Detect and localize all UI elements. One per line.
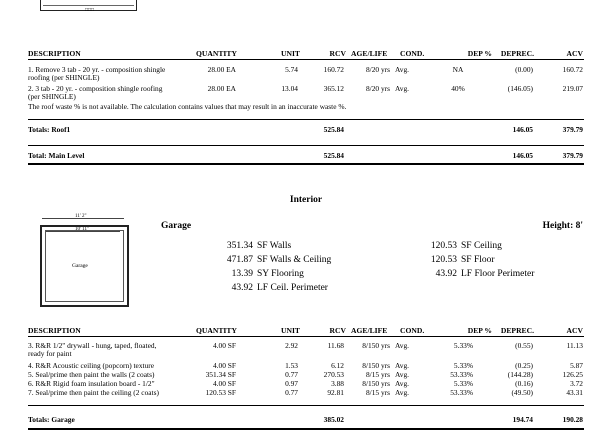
roof-row-2-age: 8/20 yrs bbox=[365, 84, 390, 93]
roof-row-1-desc: 1. Remove 3 tab - 20 yr. - composition shingle bbox=[28, 65, 166, 74]
roof-row-2-acv: 219.07 bbox=[562, 84, 583, 93]
roof-row-1-acv: 160.72 bbox=[562, 65, 583, 74]
garage-row-4-acv: 5.87 bbox=[570, 361, 583, 370]
garage-row-3-desc: 3. R&R 1/2" drywall - hung, taped, floated, bbox=[28, 341, 157, 350]
room-height: Height: 8' bbox=[542, 221, 583, 231]
measure-floor-value: 120.53 bbox=[430, 255, 457, 265]
measure-floor-perimeter-label: LF Floor Perimeter bbox=[461, 269, 535, 279]
main-level-total-rcv: 525.84 bbox=[323, 151, 344, 160]
garage-row-6-unit: 0.97 bbox=[285, 379, 298, 388]
roof-col-dep-pct: DEP % bbox=[467, 49, 492, 58]
garage-row-4-rcv: 6.12 bbox=[331, 361, 344, 370]
garage-row-7-unit: 0.77 bbox=[285, 388, 298, 397]
garage-row-3-desc-cont: ready for paint bbox=[28, 349, 72, 358]
garage-row-7-age: 8/15 yrs bbox=[365, 388, 390, 397]
garage-totals-rule bbox=[28, 405, 584, 406]
roof-col-rcv: RCV bbox=[329, 49, 346, 58]
garage-row-6-dep: 5.33% bbox=[453, 379, 473, 388]
measure-floor-label: SF Floor bbox=[461, 255, 495, 265]
roof-row-2-cond: Avg. bbox=[395, 84, 410, 93]
garage-row-7-acv: 43.31 bbox=[566, 388, 583, 397]
main-level-rule-top bbox=[28, 145, 584, 146]
garage-row-4-deprec: (0.25) bbox=[515, 361, 533, 370]
roof-row-1-desc-cont: roofing (per SHINGLE) bbox=[28, 73, 100, 82]
main-level-total-label: Total: Main Level bbox=[28, 151, 85, 160]
roof-row-2-deprec: (146.05) bbox=[507, 84, 533, 93]
measure-flooring-label: SY Flooring bbox=[257, 269, 304, 279]
garage-row-6-qty: 4.00 SF bbox=[212, 379, 236, 388]
garage-row-3-rcv: 11.68 bbox=[327, 341, 344, 350]
measure-ceiling-label: SF Ceiling bbox=[461, 241, 502, 251]
garage-totals-acv: 190.28 bbox=[562, 415, 583, 424]
room-dim-outer: 11' 2" bbox=[75, 214, 87, 219]
roof-col-cond: COND. bbox=[400, 49, 425, 58]
roof-row-1-age: 8/20 yrs bbox=[365, 65, 390, 74]
garage-col-cond: COND. bbox=[400, 326, 425, 335]
garage-row-3-dep: 5.33% bbox=[453, 341, 473, 350]
garage-row-4-cond: Avg. bbox=[395, 361, 410, 370]
room-name: Garage bbox=[161, 221, 192, 231]
roof-totals-acv: 379.79 bbox=[562, 125, 583, 134]
roof-row-2-desc-cont: (per SHINGLE) bbox=[28, 92, 76, 101]
garage-row-5-deprec: (144.28) bbox=[507, 370, 533, 379]
roof-row-2-rcv: 365.12 bbox=[323, 84, 344, 93]
garage-row-7-desc: 7. Seal/prime then paint the ceiling (2 coats) bbox=[28, 388, 159, 397]
roof-col-quantity: QUANTITY bbox=[196, 49, 237, 58]
garage-totals-deprec: 194.74 bbox=[512, 415, 533, 424]
roof-totals-rule bbox=[28, 119, 584, 120]
roof-row-1-unit: 5.74 bbox=[285, 65, 298, 74]
garage-col-description: DESCRIPTION bbox=[28, 326, 81, 335]
roof-row-1-rcv: 160.72 bbox=[323, 65, 344, 74]
garage-row-7-dep: 53.33% bbox=[450, 388, 473, 397]
garage-row-6-cond: Avg. bbox=[395, 379, 410, 388]
main-level-total-deprec: 146.05 bbox=[512, 151, 533, 160]
roof-totals-label: Totals: Roof1 bbox=[28, 125, 71, 134]
garage-row-4-desc: 4. R&R Acoustic ceiling (popcorn) texture bbox=[28, 361, 155, 370]
garage-col-deprec: DEPREC. bbox=[500, 326, 534, 335]
garage-row-5-cond: Avg. bbox=[395, 370, 410, 379]
garage-row-6-deprec: (0.16) bbox=[515, 379, 533, 388]
garage-col-rcv: RCV bbox=[329, 326, 346, 335]
roof-col-acv: ACV bbox=[566, 49, 583, 58]
roof-col-description: DESCRIPTION bbox=[28, 49, 81, 58]
garage-col-age-life: AGE/LIFE bbox=[351, 326, 388, 335]
garage-col-dep-pct: DEP % bbox=[467, 326, 492, 335]
garage-row-6-acv: 3.72 bbox=[570, 379, 583, 388]
roof-row-2-desc: 2. 3 tab - 20 yr. - composition shingle roofing bbox=[28, 84, 163, 93]
roof-col-unit: UNIT bbox=[281, 49, 300, 58]
measure-ceil-perimeter-value: 43.92 bbox=[231, 283, 253, 293]
measure-walls-ceiling-label: SF Walls & Ceiling bbox=[257, 255, 332, 265]
garage-row-3-qty: 4.00 SF bbox=[212, 341, 236, 350]
garage-row-5-desc: 5. Seal/prime then paint the walls (2 coats) bbox=[28, 370, 155, 379]
garage-row-6-age: 8/150 yrs bbox=[362, 379, 390, 388]
garage-row-3-unit: 2.92 bbox=[285, 341, 298, 350]
garage-row-5-age: 8/15 yrs bbox=[365, 370, 390, 379]
main-level-rule-bottom bbox=[28, 163, 584, 165]
garage-totals-rcv: 385.02 bbox=[323, 415, 344, 424]
garage-row-3-age: 8/150 yrs bbox=[362, 341, 390, 350]
roof-sketch-fragment bbox=[40, 0, 137, 11]
garage-col-acv: ACV bbox=[566, 326, 583, 335]
roof-row-1-dep: NA bbox=[452, 65, 464, 74]
garage-row-4-age: 8/150 yrs bbox=[362, 361, 390, 370]
garage-row-5-dep: 53.33% bbox=[450, 370, 473, 379]
roof-waste-note: The roof waste % is not available. The calculation contains values that may result in an inaccurate waste %. bbox=[28, 102, 347, 111]
roof-totals-rcv: 525.84 bbox=[323, 125, 344, 134]
room-dim-inner: 10' 11" bbox=[75, 227, 90, 232]
garage-row-3-cond: Avg. bbox=[395, 341, 410, 350]
measure-walls-value: 351.34 bbox=[226, 241, 253, 251]
roof-col-age-life: AGE/LIFE bbox=[351, 49, 388, 58]
measure-walls-ceiling-value: 471.87 bbox=[226, 255, 253, 265]
roof-row-2-dep: 40% bbox=[451, 84, 465, 93]
garage-row-4-dep: 5.33% bbox=[453, 361, 473, 370]
measure-ceil-perimeter-label: LF Ceil. Perimeter bbox=[257, 283, 328, 293]
roof-row-1-deprec: (0.00) bbox=[515, 65, 533, 74]
roof-col-deprec: DEPREC. bbox=[500, 49, 534, 58]
garage-row-7-deprec: (49.50) bbox=[511, 388, 533, 397]
garage-row-3-acv: 11.13 bbox=[566, 341, 583, 350]
section-title: Interior bbox=[289, 195, 323, 205]
roof-totals-deprec: 146.05 bbox=[512, 125, 533, 134]
garage-totals-label: Totals: Garage bbox=[28, 415, 75, 424]
garage-row-7-qty: 120.53 SF bbox=[205, 388, 236, 397]
roof-row-1-qty: 28.00 EA bbox=[207, 65, 236, 74]
room-sketch-label: Garage bbox=[72, 263, 88, 269]
measure-flooring-value: 13.39 bbox=[231, 269, 253, 279]
main-level-total-acv: 379.79 bbox=[562, 151, 583, 160]
garage-row-5-unit: 0.77 bbox=[285, 370, 298, 379]
garage-col-unit: UNIT bbox=[281, 326, 300, 335]
garage-totals-rule-bottom bbox=[28, 428, 584, 430]
garage-row-6-rcv: 3.88 bbox=[331, 379, 344, 388]
garage-row-4-qty: 4.00 SF bbox=[212, 361, 236, 370]
garage-row-7-rcv: 92.81 bbox=[327, 388, 344, 397]
measure-floor-perimeter-value: 43.92 bbox=[435, 269, 457, 279]
roof-row-1-cond: Avg. bbox=[395, 65, 410, 74]
measure-ceiling-value: 120.53 bbox=[430, 241, 457, 251]
garage-col-quantity: QUANTITY bbox=[196, 326, 237, 335]
roof-row-2-qty: 28.00 EA bbox=[207, 84, 236, 93]
garage-row-3-deprec: (0.55) bbox=[515, 341, 533, 350]
garage-header-rule bbox=[28, 336, 584, 337]
garage-row-6-desc: 6. R&R Rigid foam insulation board - 1/2" bbox=[28, 379, 155, 388]
garage-row-7-cond: Avg. bbox=[395, 388, 410, 397]
roof-sketch-mark-icon: □□□ bbox=[85, 8, 95, 13]
garage-row-5-acv: 126.25 bbox=[562, 370, 583, 379]
garage-row-5-rcv: 270.53 bbox=[323, 370, 344, 379]
measure-walls-label: SF Walls bbox=[257, 241, 292, 251]
garage-row-5-qty: 351.34 SF bbox=[205, 370, 236, 379]
roof-row-2-unit: 13.04 bbox=[281, 84, 298, 93]
roof-header-rule bbox=[28, 59, 584, 60]
garage-row-4-unit: 1.53 bbox=[285, 361, 298, 370]
